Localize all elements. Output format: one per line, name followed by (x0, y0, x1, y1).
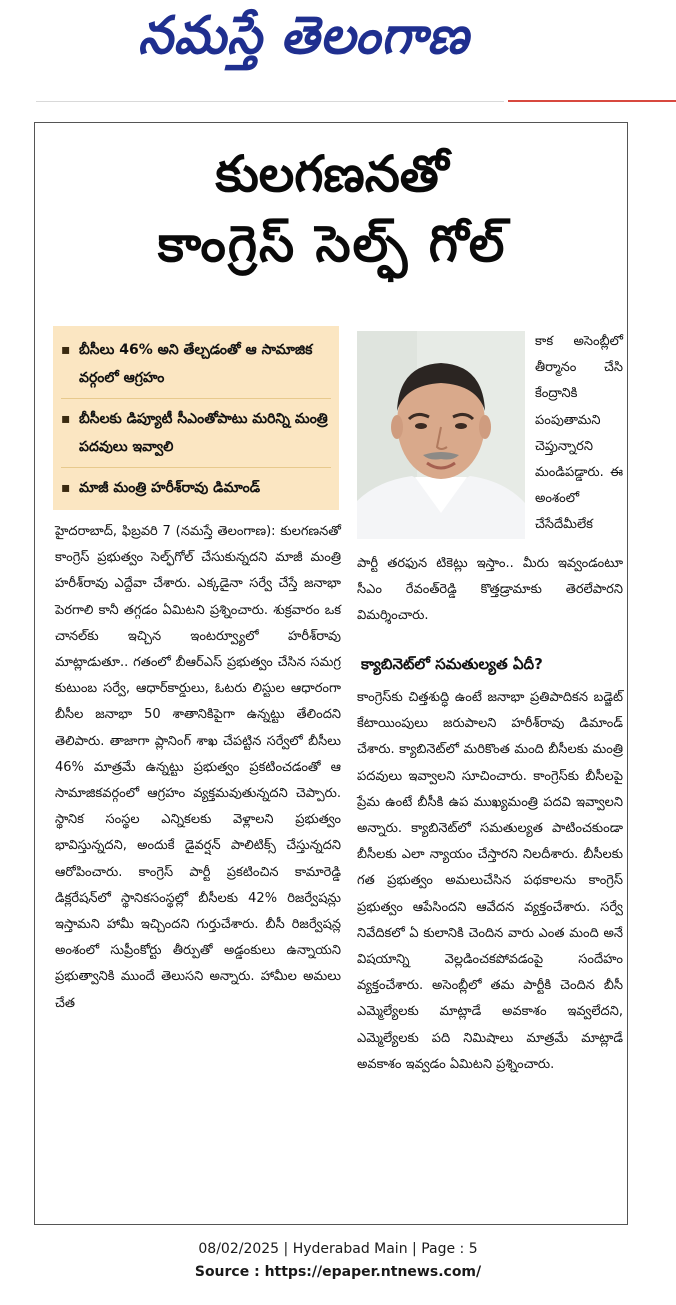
section-subheading: క్యాబినెట్‌లో సమతుల్యత ఏదీ? (361, 655, 543, 673)
bullet-icon: ▪ (61, 480, 71, 496)
headline-line-1: కులగణనతో (215, 145, 449, 203)
highlight-divider (61, 398, 331, 399)
article-body-right-column (357, 551, 623, 630)
article-body-right-bottom (357, 685, 623, 1078)
newspaper-logo: నమస్తే తెలంగాణ (138, 6, 470, 66)
highlight-item: ▪ బీసీలకు డిప్యూటీ సీఎంతోపాటు మరిన్ని మంత్రి పదవులు ఇవ్వాలి (61, 405, 331, 461)
masthead-accent-rule (508, 100, 676, 102)
article-clipping (34, 122, 628, 1225)
highlight-divider (61, 467, 331, 468)
masthead (0, 0, 676, 100)
body-paragraph: కాంగ్రెస్‌కు చిత్తశుద్ధి ఉంటే జనాభా ప్రతిపాదికన బడ్జెట్ కేటాయింపులు జరుపాలని హరీశ్‌రావు డిమాండ్ చేశారు. క్యాబినెట్‌లో మరికొంత మంది బీసీలకు మంత్రి పదవులు ఇవ్వాలని సూచించారు. కాంగ్రెస్‌కు బీసీలపై ప్రేమ ఉంటే బీసీకి ఉప ముఖ్యమంత్రి పదవి ఇవ్వాలని అన్నారు. క్యాబినెట్‌లో సమతుల్యత పాటించకుండా బీసీలకు ఎలా న్యాయం చేస్తారని నిలదీశారు. బీసీలకు గత ప్రభుత్వం అమలుచేసిన పథకాలను కాంగ్రెస్ ప్రభుత్వం ఆపేసిందని ఆవేదన వ్యక్తంచేశారు. సర్వే నివేదికలో ఏ కులానికి చెందిన వారు ఎంత మంది అనే విషయాన్ని వెల్లడించకపోవడంపై సందేహం వ్యక్తంచేశారు. అసెంబ్లీలో తమ పార్టీకి చెందిన బీసీ ఎమ్మెల్యేలకు మాట్లాడే అవకాశం ఇవ్వలేదని, ఎమ్మెల్యేలకు పది నిమిషాలు మాత్రమే మాట్లాడే అవకాశం ఇవ్వడం ఏమిటని ప్రశ్నించారు. (357, 690, 623, 1072)
body-paragraph: హైదరాబాద్, ఫిబ్రవరి 7 (నమస్తే తెలంగాణ): కులగణనతో కాంగ్రెస్ ప్రభుత్వం సెల్ఫ్‌గోల్ చేసుకున్నదని మాజీ మంత్రి హరీశ్‌రావు ఎద్దేవా చేశారు. ఎక్కడైనా సర్వే చేస్తే జనాభా పెరగాలి కానీ తగ్గడం ఏమిటని ప్రశ్నించారు. శుక్రవారం ఒక చానల్‌కు ఇచ్చిన ఇంటర్వ్యూలో హరీశ్‌రావు మాట్లాడుతూ.. గతంలో బీఆర్‌ఎస్ ప్రభుత్వం చేసిన సమగ్ర కుటుంబ సర్వే, ఆధార్‌కార్డులు, ఓటరు లిస్టుల ఆధారంగా బీసీల జనాభా 50 శాతానికిపైగా ఉన్నట్టు తేలిందని తెలిపారు. తాజాగా ప్లానింగ్ శాఖ చేపట్టిన సర్వేలో బీసీలు 46% మాత్రమే ఉన్నట్టు ప్రభుత్వం ప్రకటించడంతో ఆ సామాజికవర్గంలో ఆగ్రహం వ్యక్తమవుతున్నదని చెప్పారు. స్థానిక సంస్థల ఎన్నికలకు వెళ్లాలని ప్రభుత్వం భావిస్తున్నదని, అందుకే డైవర్షన్ పాలిటిక్స్ చేస్తున్నదని ఆరోపించారు. కాంగ్రెస్ పార్టీ ప్రకటించిన కామారెడ్డి డిక్లరేషన్‌లో స్థానికసంస్థల్లో బీసీలకు 42% రిజర్వేషన్లు ఇస్తామని హామీ ఇచ్చిందని గుర్తుచేశారు. బీసీ రిజర్వేషన్ల అంశంలో సుప్రీంకోర్టు తీర్పుతో అడ్డంకులు ఉన్నాయని ప్రభుత్వానికి ముందే తెలుసని అన్నారు. హామీల అమలు చేత (55, 524, 341, 1011)
body-paragraph: కాక అసెంబ్లీలో తీర్మానం చేసి కేంద్రానికి పంపుతామని చెప్తున్నారని మండిపడ్డారు. ఈ అంశంలో చేసేదేమీలేక (535, 334, 623, 533)
highlights-box (53, 326, 339, 510)
portrait-photo (357, 331, 525, 539)
highlight-item: ▪ బీసీలు 46% అని తేల్చడంతో ఆ సామాజిక వర్గంలో ఆగ్రహం (61, 336, 331, 392)
bullet-icon: ▪ (61, 342, 71, 358)
body-paragraph: పార్టీ తరఫున టికెట్లు ఇస్తాం.. మీరు ఇవ్వండంటూ సీఎం రేవంత్‌రెడ్డి కొత్తడ్రామాకు తెరలేపారని విమర్శించారు. (357, 556, 623, 624)
footer-source-link[interactable]: Source : https://epaper.ntnews.com/ (194, 1264, 482, 1280)
article-body-left-column (55, 519, 341, 1017)
bullet-icon: ▪ (61, 411, 71, 427)
portrait-illustration (357, 331, 525, 539)
article-body-right-top (535, 329, 623, 539)
highlight-item: ▪ మాజీ మంత్రి హరీశ్‌రావు డిమాండ్ (61, 474, 331, 502)
masthead-rule (36, 101, 504, 102)
footer-edition-info: 08/02/2025 | Hyderabad Main | Page : 5 (198, 1241, 478, 1257)
headline-line-2: కాంగ్రెస్ సెల్ఫ్ గోల్ (157, 215, 507, 273)
